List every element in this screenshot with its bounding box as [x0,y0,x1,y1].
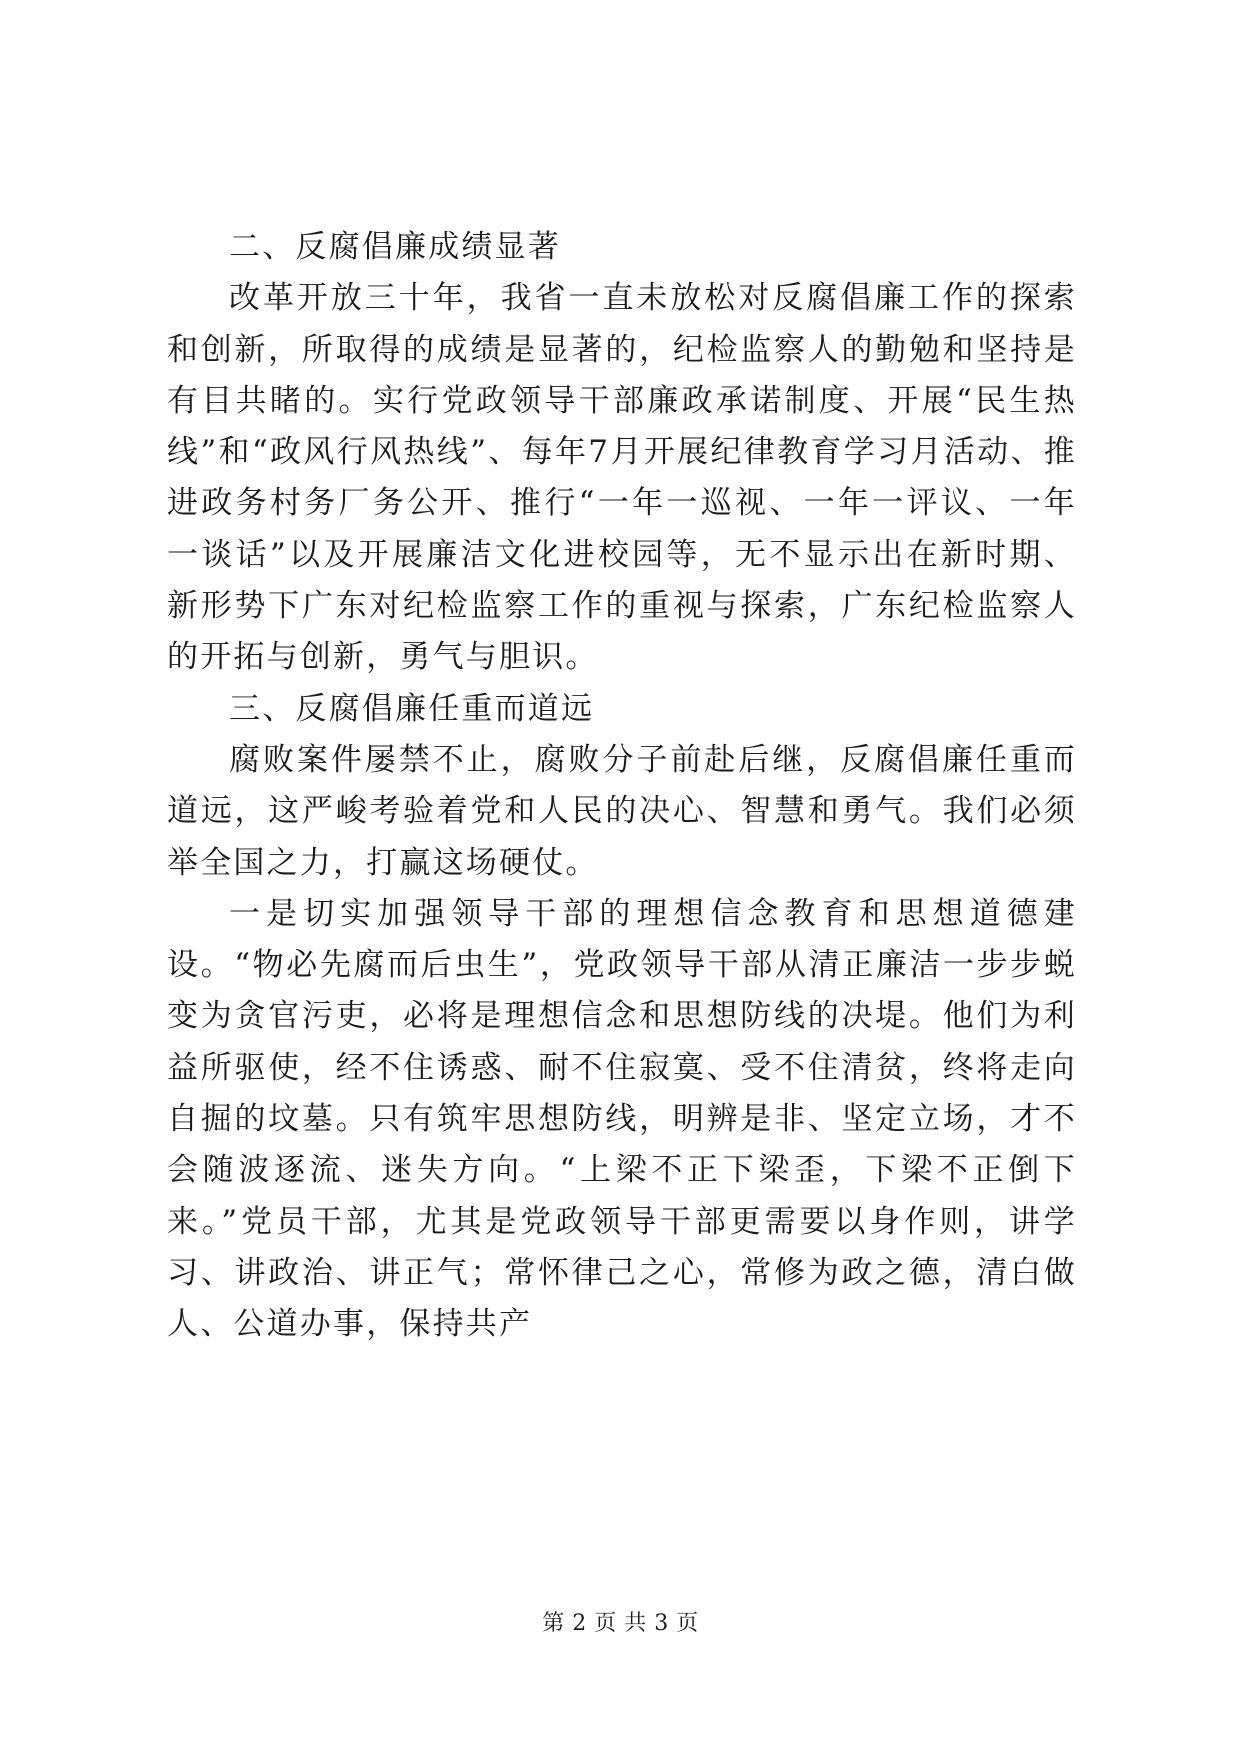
paragraph-achievements: 改革开放三十年，我省一直未放松对反腐倡廉工作的探索和创新，所取得的成绩是显著的，纪检监察人的勤勉和坚持是有目共睹的。实行党政领导干部廉政承诺制度、开展“民生热线”和“政风行风热线”、每年7月开展纪律教育学习月活动、推进政务村务厂务公开、推行“一年一巡视、一年一评议、一年一谈话”以及开展廉洁文化进校园等，无不显示出在新时期、新形势下广东对纪检监察工作的重视与探索，广东纪检监察人的开拓与创新，勇气与胆识。 [167,280,1077,676]
paragraph-long-road: 腐败案件屡禁不止，腐败分子前赴后继，反腐倡廉任重而道远，这严峻考验着党和人民的决心、智慧和勇气。我们必须举全国之力，打赢这场硬仗。 [167,741,1077,881]
paragraph-point-one: 一是切实加强领导干部的理想信念教育和思想道德建设。“物必先腐而后虫生”，党政领导干部从清正廉洁一步步蜕变为贪官污吏，必将是理想信念和思想防线的决堤。他们为利益所驱使，经不住诱惑、耐不住寂寞、受不住清贫，终将走向自掘的坟墓。只有筑牢思想防线，明辨是非、坚定立场，才不会随波逐流、迷失方向。“上梁不正下梁歪，下梁不正倒下来。”党员干部，尤其是党政领导干部更需要以身作则，讲学习、讲政治、讲正气；常怀律己之心，常修为政之德，清白做人、公道办事，保持共产 [167,895,1077,1343]
section-heading-3: 三、反腐倡廉任重而道远 [229,690,595,727]
document-body [167,222,1077,1351]
page-number-footer: 第 2 页 共 3 页 [542,1611,699,1636]
section-heading-2: 二、反腐倡廉成绩显著 [229,229,561,265]
